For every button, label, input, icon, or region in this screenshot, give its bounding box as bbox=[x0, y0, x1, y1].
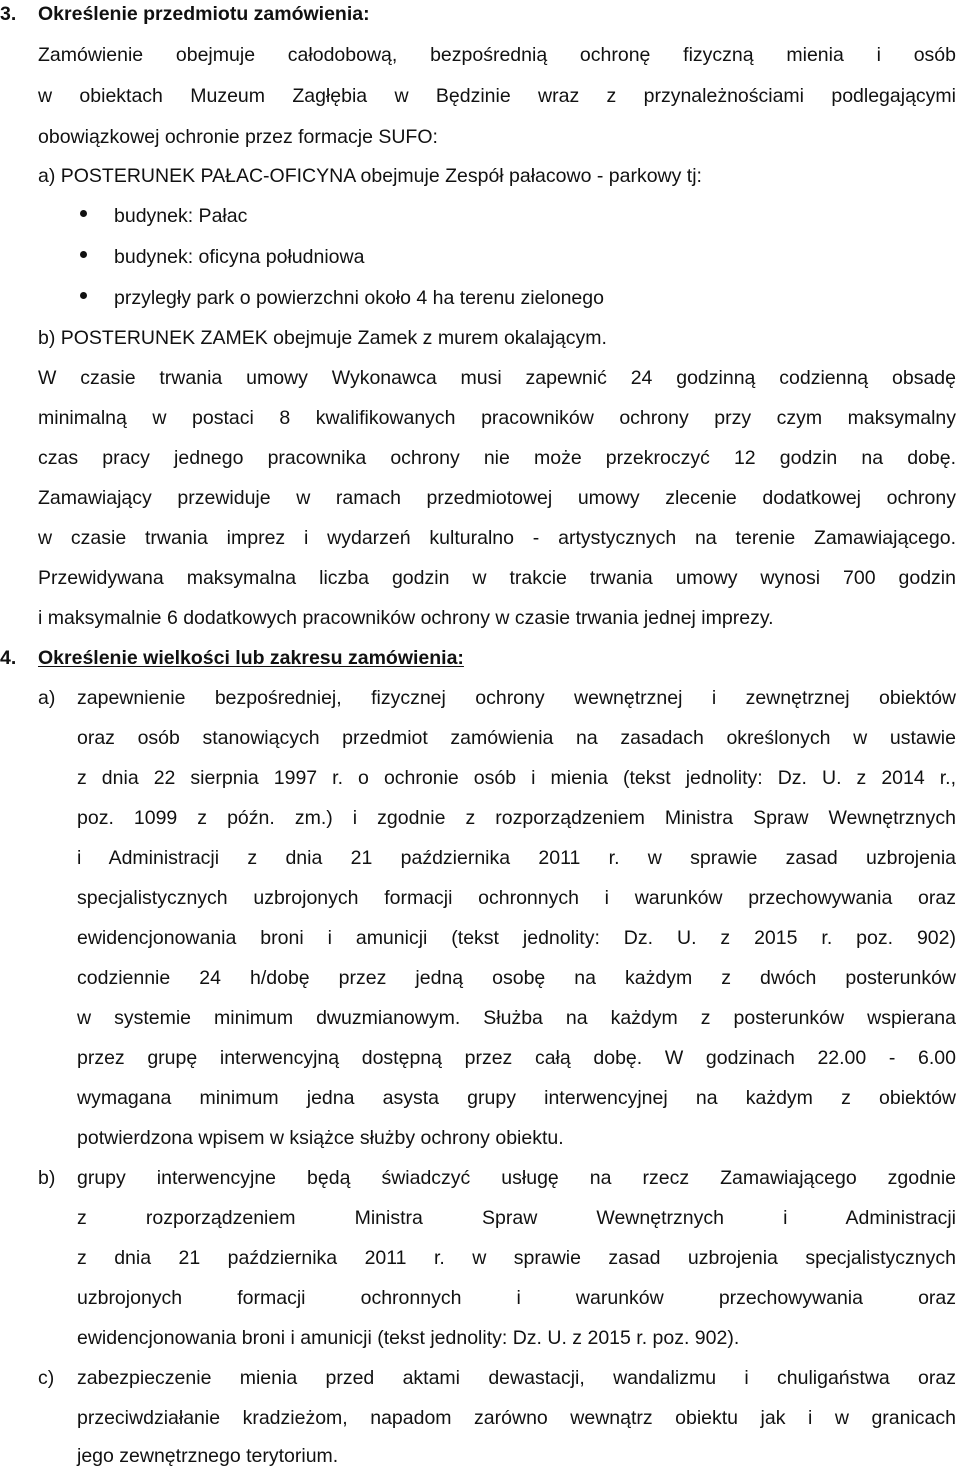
section-3-body-line: i maksymalnie 6 dodatkowych pracowników ochrony w czasie trwania jednej imprezy. bbox=[38, 607, 774, 629]
section-3-body-line: minimalną w postaci 8 kwalifikowanych pracowników ochrony przy czym maksymalny bbox=[38, 407, 956, 429]
post-b-text: b) POSTERUNEK ZAMEK obejmuje Zamek z murem okalającym. bbox=[38, 327, 607, 349]
post-a-text: a) POSTERUNEK PAŁAC-OFICYNA obejmuje Zespół pałacowo - parkowy tj: bbox=[38, 165, 702, 187]
item-a-line: poz. 1099 z późn. zm.) i zgodnie z rozporządzeniem Ministra Spraw Wewnętrznych bbox=[77, 807, 956, 829]
section-3-body-line: czas pracy jednego pracownika ochrony nie może przekroczyć 12 godzin na dobę. bbox=[38, 447, 956, 469]
item-a-line: wymagana minimum jedna asysta grupy interwencyjnej na każdym z obiektów bbox=[77, 1087, 956, 1109]
section-3-number: 3. bbox=[0, 3, 17, 25]
bullet-icon bbox=[80, 251, 87, 258]
item-a-line: z dnia 22 sierpnia 1997 r. o ochronie osób i mienia (tekst jednolity: Dz. U. z 2014 r., bbox=[77, 767, 956, 789]
bullet-icon bbox=[80, 210, 87, 217]
bullet-icon bbox=[80, 292, 87, 299]
bullet-item: budynek: oficyna południowa bbox=[114, 246, 365, 268]
section-3-body-line: Przewidywana maksymalna liczba godzin w trakcie trwania umowy wynosi 700 godzin bbox=[38, 567, 956, 589]
item-c-line: zabezpieczenie mienia przed aktami dewastacji, wandalizmu i chuligaństwa oraz bbox=[77, 1367, 956, 1389]
item-a-line: przez grupę interwencyjną dostępną przez całą dobę. W godzinach 22.00 - 6.00 bbox=[77, 1047, 956, 1069]
item-a-line: oraz osób stanowiących przedmiot zamówienia na zasadach określonych w ustawie bbox=[77, 727, 956, 749]
section-3-intro-line: Zamówienie obejmuje całodobową, bezpośrednią ochronę fizyczną mienia i osób bbox=[38, 44, 956, 66]
section-3-heading: Określenie przedmiotu zamówienia: bbox=[38, 3, 370, 25]
section-3-body-line: w czasie trwania imprez i wydarzeń kulturalno - artystycznych na terenie Zamawiającego. bbox=[38, 527, 956, 549]
item-c-line: jego zewnętrznego terytorium. bbox=[77, 1445, 339, 1467]
item-b-line: z dnia 21 października 2011 r. w sprawie zasad uzbrojenia specjalistycznych bbox=[77, 1247, 956, 1269]
section-3-body-line: W czasie trwania umowy Wykonawca musi zapewnić 24 godzinną codzienną obsadę bbox=[38, 367, 956, 389]
item-b-line: uzbrojonych formacji ochronnych i warunków przechowywania oraz bbox=[77, 1287, 956, 1309]
item-a-line: potwierdzona wpisem w książce służby ochrony obiektu. bbox=[77, 1127, 564, 1149]
item-label: a) bbox=[38, 687, 56, 709]
item-label: c) bbox=[38, 1367, 55, 1389]
item-label: b) bbox=[38, 1167, 56, 1189]
item-b-line: z rozporządzeniem Ministra Spraw Wewnętrznych i Administracji bbox=[77, 1207, 956, 1229]
section-4-heading: Określenie wielkości lub zakresu zamówienia: bbox=[38, 647, 464, 669]
item-a-line: codziennie 24 h/dobę przez jedną osobę na każdym z dwóch posterunków bbox=[77, 967, 956, 989]
item-a-line: zapewnienie bezpośredniej, fizycznej ochrony wewnętrznej i zewnętrznej obiektów bbox=[77, 687, 956, 709]
item-a-line: i Administracji z dnia 21 października 2011 r. w sprawie zasad uzbrojenia bbox=[77, 847, 956, 869]
item-a-line: w systemie minimum dwuzmianowym. Służba na każdym z posterunków wspierana bbox=[77, 1007, 956, 1029]
item-a-line: specjalistycznych uzbrojonych formacji ochronnych i warunków przechowywania oraz bbox=[77, 887, 956, 909]
item-b-line: ewidencjonowania broni i amunicji (tekst jednolity: Dz. U. z 2015 r. poz. 902). bbox=[77, 1327, 740, 1349]
bullet-item: budynek: Pałac bbox=[114, 205, 248, 227]
section-4-number: 4. bbox=[0, 647, 17, 669]
item-b-line: grupy interwencyjne będą świadczyć usługę na rzecz Zamawiającego zgodnie bbox=[77, 1167, 956, 1189]
item-a-line: ewidencjonowania broni i amunicji (tekst jednolity: Dz. U. z 2015 r. poz. 902) bbox=[77, 927, 956, 949]
section-3-body-line: Zamawiający przewiduje w ramach przedmiotowej umowy zlecenie dodatkowej ochrony bbox=[38, 487, 956, 509]
item-c-line: przeciwdziałanie kradzieżom, napadom zarówno wewnątrz obiektu jak i w granicach bbox=[77, 1407, 956, 1429]
bullet-item: przyległy park o powierzchni około 4 ha terenu zielonego bbox=[114, 287, 604, 309]
section-3-intro-line: obowiązkowej ochronie przez formacje SUFO: bbox=[38, 126, 438, 148]
section-3-intro-line: w obiektach Muzeum Zagłębia w Będzinie wraz z przynależnościami podlegającymi bbox=[38, 85, 956, 107]
